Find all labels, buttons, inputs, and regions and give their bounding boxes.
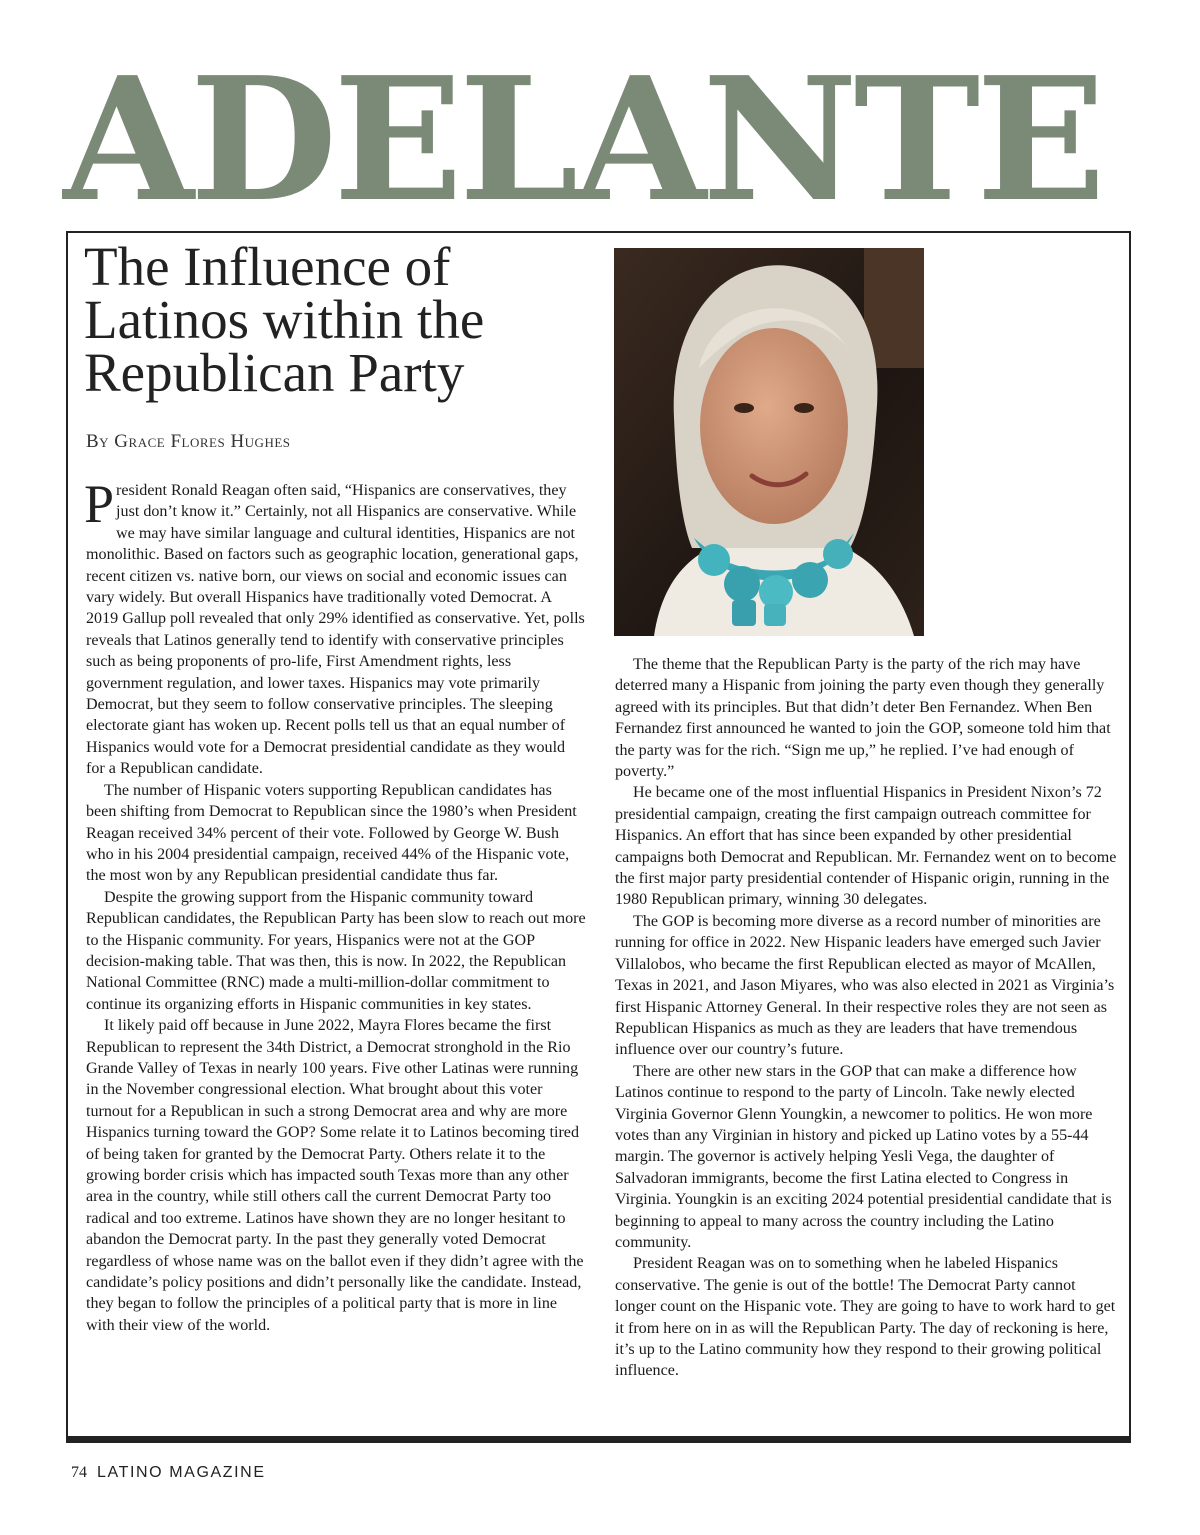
article-column-right <box>615 654 1117 1382</box>
article-title <box>84 236 594 403</box>
article-paragraph: The number of Hispanic voters supporting Republican candidates has been shifting from Democrat to Republican since the 1980’s when President Reagan received 34% percent of their vote. Followed by George W. Bush who in his 2004 presidential campaign, received 44% of the Hispanic vote, the most won by any Republican presidential candidate thus far. <box>86 781 577 885</box>
article-title-line: Republican Party <box>84 342 465 403</box>
article-paragraph: The theme that the Republican Party is the party of the rich may have deterred many a Hispanic from joining the party even though they generally agreed with its principles. But that didn’t deter Ben Fernandez. When Ben Fernandez first announced he wanted to join the GOP, someone told him that the party was for the rich. “Sign me up,” he replied. I’ve had enough of poverty.” <box>615 656 1111 781</box>
article-paragraph: He became one of the most influential Hispanics in President Nixon’s 72 presidential campaign, creating the first campaign outreach committee for Hispanics. An effort that has since been expanded by other presidential campaigns both Democrat and Republican. Mr. Fernandez went on to become the first major party presidential contender of Hispanic origin, running in the 1980 Republican primary, winning 30 delegates. <box>615 784 1117 909</box>
article-paragraph-text: resident Ronald Reagan often said, “Hispanics are conservatives, they just don’t know it.” Certainly, not all Hispanics are conservative. While we may have similar language and cultural identities, Hispanics are not monolithic. Based on factors such as geographic location, generational gaps, recent citizen vs. native born, our views on social and economic issues can vary widely. But overall Hispanics have traditionally voted Democrat. A 2019 Gallup poll revealed that only 29% identified as conservative. Yet, polls reveals that Latinos generally tend to identify with conservative principles such as being proponents of pro-life, First Amendment rights, less government regulation, and lower taxes. Hispanics may vote primarily Democrat, but they seem to follow conservative principles. The sleeping electorate giant has woken up. Recent polls tell us that an equal number of Hispanics would vote for a Democrat presidential candidate as they would for a Republican candidate. <box>86 482 585 778</box>
article-column-left <box>84 474 586 1336</box>
article-paragraph <box>84 474 586 780</box>
article-paragraph: Despite the growing support from the Hispanic community toward Republican candidates, the Republican Party has been slow to reach out more to the Hispanic community. For years, Hispanics were not at the GOP decision-making table. That was then, this is now. In 2022, the Republican National Committee (RNC) made a multi-million-dollar commitment to continue its organizing efforts in Hispanic communities in key states. <box>86 888 586 1013</box>
page-footer <box>71 1464 266 1482</box>
article-title-line: Latinos within the <box>84 289 485 350</box>
drop-cap: P <box>84 474 115 534</box>
section-masthead: ADELANTE <box>62 40 1102 240</box>
author-portrait-illustration <box>614 248 924 636</box>
publication-name: LATINO MAGAZINE <box>97 1464 266 1481</box>
article-paragraph: There are other new stars in the GOP that can make a difference how Latinos continue to respond to the party of Lincoln. Take newly elected Virginia Governor Glenn Youngkin, a newcomer to politics. He won more votes than any Virginian in history and picked up Latino votes by a 55-44 margin. The governor is actively helping Yesli Vega, the daughter of Salvadoran immigrants, become the first Latina elected to Congress in Virginia. Youngkin is an exciting 2024 potential presidential candidate that is beginning to appeal to many across the country including the Latino community. <box>615 1062 1112 1251</box>
article-paragraph: The GOP is becoming more diverse as a record number of minorities are running for office in 2022. New Hispanic leaders have emerged such Javier Villalobos, who became the first Republican elected as mayor of McAllen, Texas in 2021, and Jason Miyares, who was also elected in 2021 as Virginia’s first Hispanic Attorney General. In their respective roles they are not seen as Republican Hispanics as much as they are leaders that have tremendous influence over our country’s future. <box>615 912 1115 1059</box>
article-paragraph: It likely paid off because in June 2022, Mayra Flores became the first Republican to represent the 34th District, a Democrat stronghold in the Rio Grande Valley of Texas in nearly 100 years. Five other Latinas were running in the November congressional election. What brought about this voter turnout for a Republican in such a strong Democrat area and why are more Hispanics turning toward the GOP? Some relate it to Latinos becoming tired of being taken for granted by the Democrat Party. Others relate it to the growing border crisis which has impacted south Texas more than any other area in the country, while still others call the current Democrat Party too radical and too extreme. Latinos have shown they are no longer hesitant to abandon the Democrat party. In the past they generally voted Democrat regardless of whose name was on the ballot even if they didn’t agree with the candidate’s policy positions and didn’t personally like the candidate. Instead, they began to follow the principles of a political party that is more in line with their view of the world. <box>86 1017 584 1334</box>
author-byline: By Grace Flores Hughes <box>86 431 291 452</box>
article-paragraph: President Reagan was on to something when he labeled Hispanics conservative. The genie is out of the bottle! The Democrat Party cannot longer count on the Hispanic vote. They are going to have to work hard to get it from here on in as will the Republican Party. The day of reckoning is here, it’s up to the Latino community how they respond to their growing political influence. <box>615 1255 1116 1380</box>
page-number: 74 <box>71 1464 87 1481</box>
author-portrait-photo <box>614 248 924 636</box>
article-title-line: The Influence of <box>84 236 451 297</box>
